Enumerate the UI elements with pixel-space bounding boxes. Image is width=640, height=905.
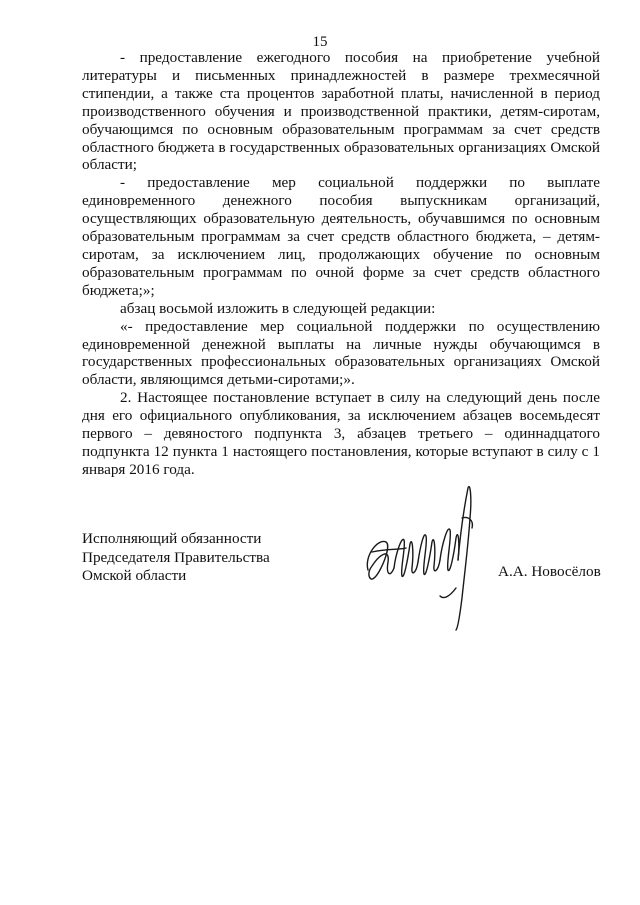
signatory-title-line-2: Председателя Правительства xyxy=(82,548,270,566)
paragraph-textbook-allowance: - предоставление ежегодного пособия на приобретение учебной литературы и письменных принадлежностей в размере трехмесячной стипендии, а также ста процентов заработной платы, начисленной в период производственного обучения и производственной практики, детям-сиротам, обучающимся по основным образовательным программам за счет средств областного бюджета в государственных образовательных организациях Омской области; xyxy=(82,49,600,174)
signatory-title xyxy=(82,530,270,586)
document-body xyxy=(82,49,600,479)
handwritten-signature xyxy=(360,478,492,634)
page-number: 15 xyxy=(312,34,328,50)
paragraph-graduate-allowance: - предоставление мер социальной поддержки по выплате единовременного денежного пособия выпускникам организаций, осуществляющих образовательную деятельность, обучавшимся по основным образовательным программам за счет средств областного бюджета, – детям-сиротам, за исключением лиц, продолжающих обучение по основным образовательным программам по очной форме за счет средств областного бюджета;»; xyxy=(82,174,600,299)
signatory-title-line-1: Исполняющий обязанности xyxy=(82,530,262,547)
paragraph-personal-needs-payment: «- предоставление мер социальной поддержки по осуществлению единовременной денежной выплаты на личные нужды обучающимся в государственных профессиональных образовательных организациях Омской области, являющимся детьми-сиротами;». xyxy=(82,317,600,389)
signatory-title-line-3: Омской области xyxy=(82,567,187,584)
paragraph-effective-date: 2. Настоящее постановление вступает в силу на следующий день после дня его официального опубликования, за исключением абзацев восемьдесят первого – девяностого подпункта 3, абзацев третьего – одиннадцатого подпункта 12 пункта 1 настоящего постановления, которые вступают в силу с 1 января 2016 года. xyxy=(82,389,600,478)
paragraph-amendment-intro: абзац восьмой изложить в следующей редакции: xyxy=(120,299,436,317)
signer-name: А.А. Новосёлов xyxy=(498,563,601,580)
